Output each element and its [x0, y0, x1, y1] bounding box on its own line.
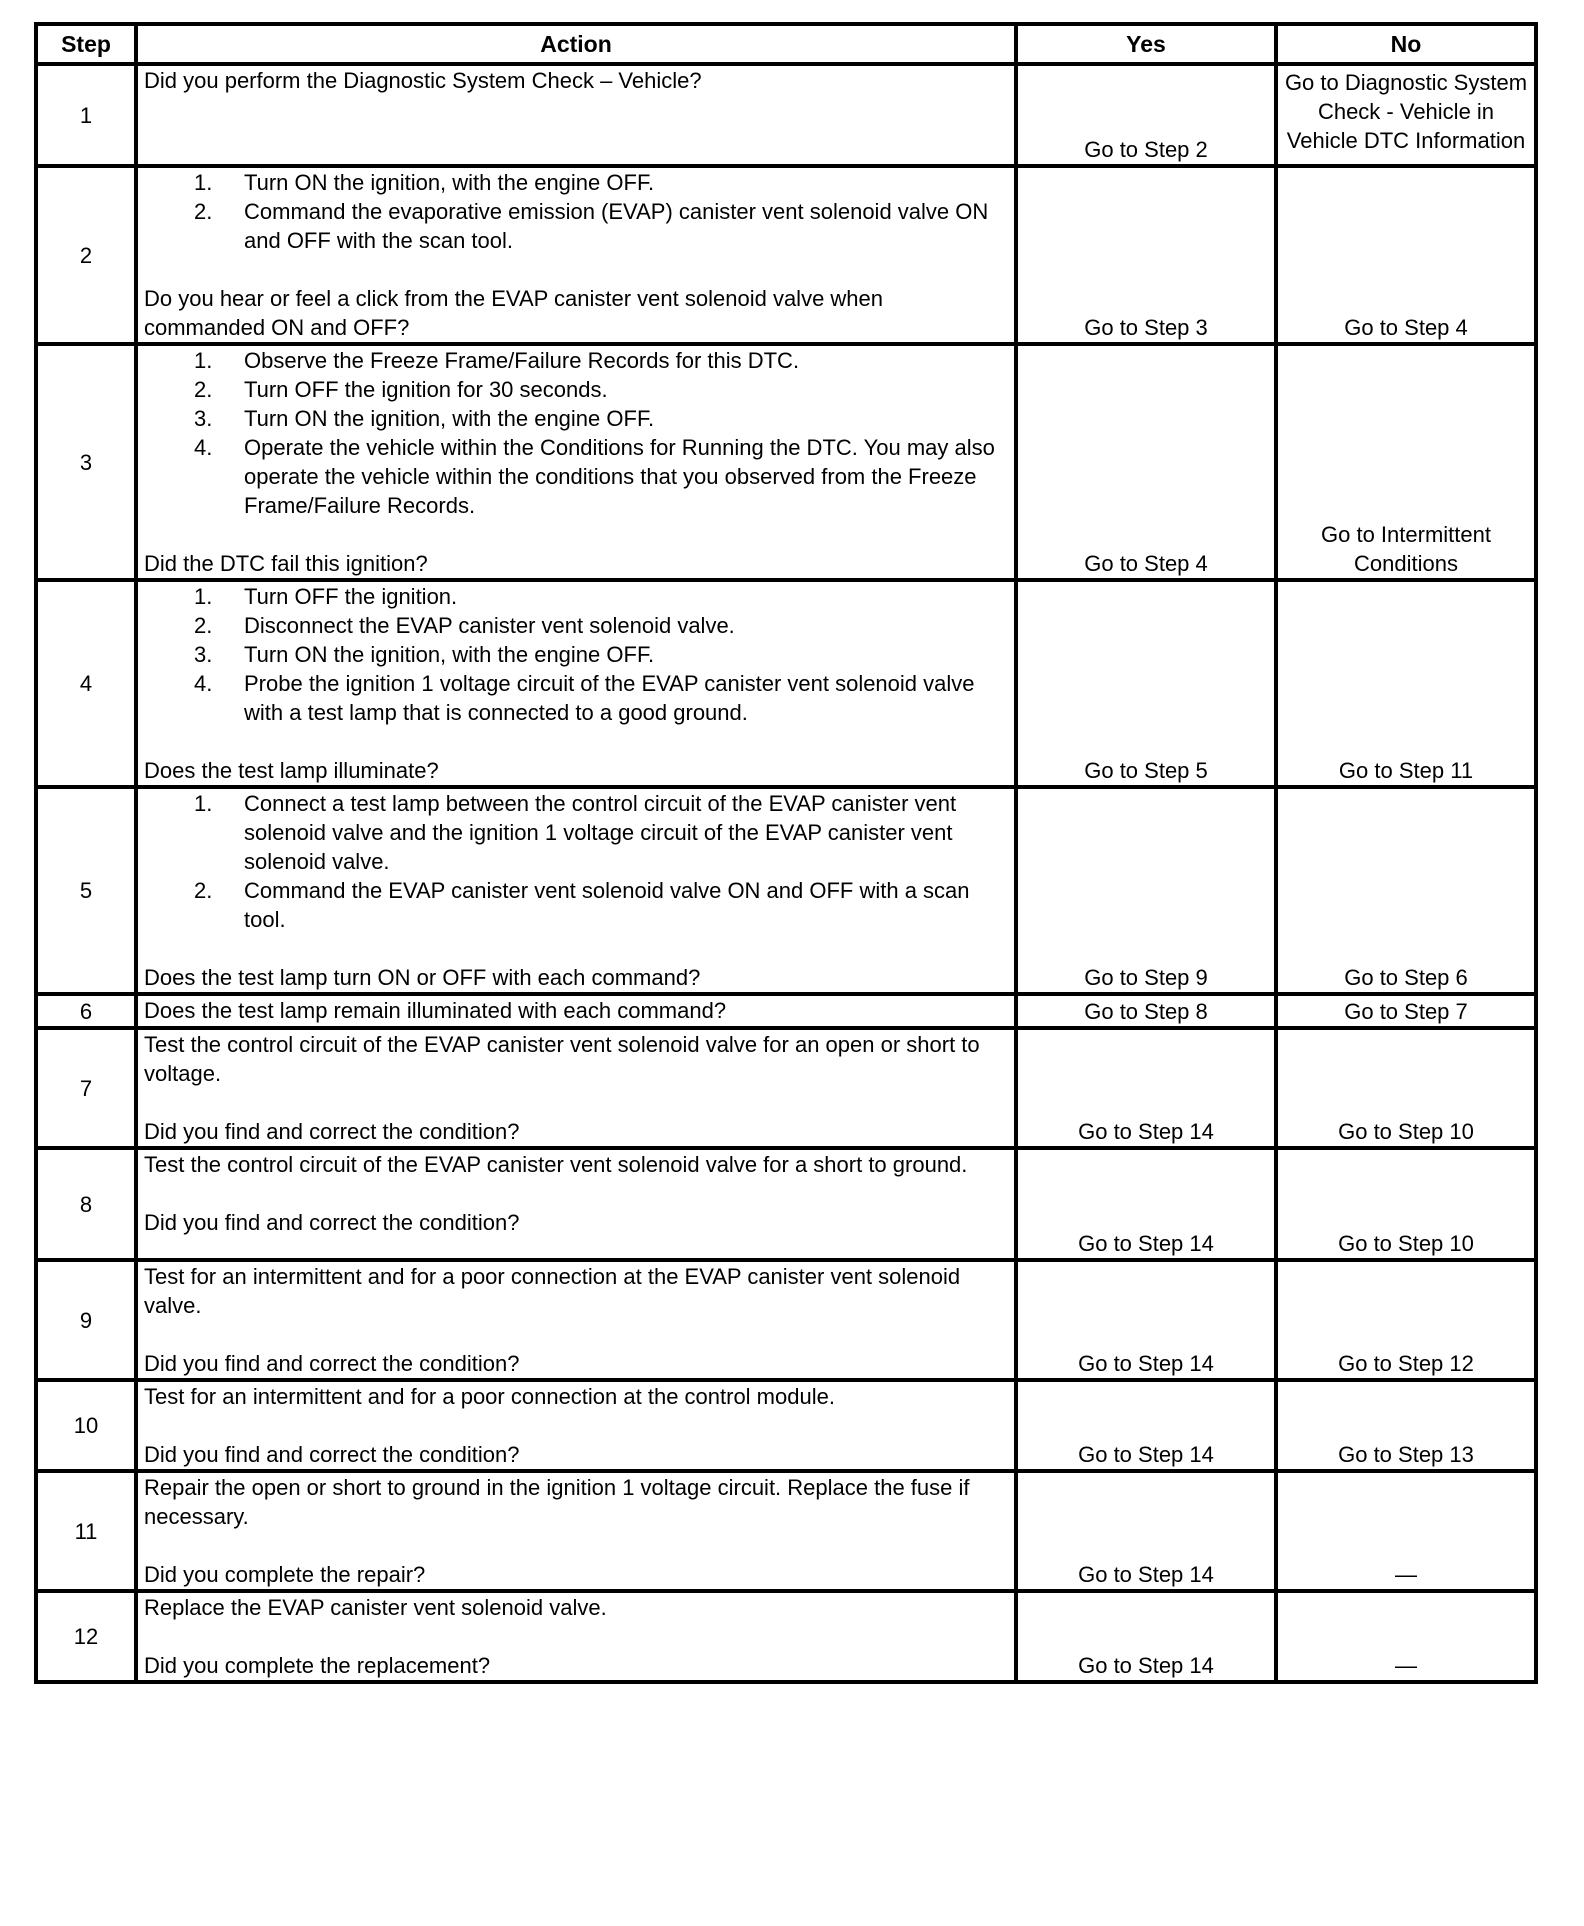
list-item	[144, 168, 1008, 197]
table-body	[36, 64, 1536, 1682]
no-result: Go to Step 12	[1276, 1260, 1536, 1380]
action-cell	[136, 1028, 1016, 1148]
no-result: —	[1276, 1471, 1536, 1591]
diagnostic-table	[34, 22, 1538, 1684]
yes-result: Go to Step 9	[1016, 787, 1276, 994]
yes-result: Go to Step 3	[1016, 166, 1276, 344]
action-instruction: Test the control circuit of the EVAP canister vent solenoid valve for an open or short to voltage.	[144, 1032, 980, 1086]
step-number: 10	[36, 1380, 136, 1471]
header-row	[36, 24, 1536, 64]
header-step: Step	[36, 24, 136, 64]
substep-number: 2.	[194, 199, 213, 224]
step-number: 6	[36, 994, 136, 1028]
yes-result: Go to Step 2	[1016, 64, 1276, 166]
substep-number: 4.	[194, 671, 213, 696]
no-result: Go to Step 7	[1276, 994, 1536, 1028]
yes-result: Go to Step 14	[1016, 1591, 1276, 1682]
action-instruction: Replace the EVAP canister vent solenoid valve.	[144, 1595, 607, 1620]
substep-text: Disconnect the EVAP canister vent solenoid valve.	[244, 613, 735, 638]
action-cell	[136, 1380, 1016, 1471]
substep-text: Turn ON the ignition, with the engine OFF.	[244, 170, 655, 195]
substep-text: Observe the Freeze Frame/Failure Records for this DTC.	[244, 348, 800, 373]
header-no: No	[1276, 24, 1536, 64]
list-item	[144, 669, 1008, 727]
step-number: 12	[36, 1591, 136, 1682]
action-question: Does the test lamp illuminate?	[144, 758, 439, 783]
action-cell	[136, 580, 1016, 787]
action-question: Did you find and correct the condition?	[144, 1351, 520, 1376]
action-instruction: Test for an intermittent and for a poor connection at the EVAP canister vent solenoid valve.	[144, 1264, 961, 1318]
no-result: Go to Intermittent Conditions	[1276, 344, 1536, 580]
list-item	[144, 433, 1008, 520]
substep-list	[144, 789, 1008, 934]
step-number: 5	[36, 787, 136, 994]
action-cell	[136, 1591, 1016, 1682]
step-number: 11	[36, 1471, 136, 1591]
action-cell	[136, 166, 1016, 344]
substep-list	[144, 168, 1008, 255]
substep-number: 3.	[194, 406, 213, 431]
action-cell	[136, 1148, 1016, 1260]
substep-number: 1.	[194, 584, 213, 609]
substep-number: 2.	[194, 878, 213, 903]
no-result: Go to Step 10	[1276, 1148, 1536, 1260]
yes-result: Go to Step 14	[1016, 1380, 1276, 1471]
header-action: Action	[136, 24, 1016, 64]
yes-result: Go to Step 5	[1016, 580, 1276, 787]
substep-number: 4.	[194, 435, 213, 460]
substep-number: 1.	[194, 170, 213, 195]
list-item	[144, 375, 1008, 404]
action-question: Does the test lamp turn ON or OFF with each command?	[144, 965, 701, 990]
step-number: 7	[36, 1028, 136, 1148]
list-item	[144, 611, 1008, 640]
action-question: Did you find and correct the condition?	[144, 1210, 520, 1235]
table-row	[36, 64, 1536, 166]
action-question: Did you perform the Diagnostic System Check – Vehicle?	[144, 68, 702, 93]
table-row	[36, 344, 1536, 580]
substep-number: 3.	[194, 642, 213, 667]
list-item	[144, 346, 1008, 375]
step-number: 8	[36, 1148, 136, 1260]
no-result: Go to Step 13	[1276, 1380, 1536, 1471]
action-cell	[136, 64, 1016, 166]
table-row	[36, 1591, 1536, 1682]
substep-text: Turn ON the ignition, with the engine OFF.	[244, 642, 655, 667]
substep-list	[144, 582, 1008, 727]
yes-result: Go to Step 8	[1016, 994, 1276, 1028]
action-cell	[136, 994, 1016, 1028]
action-instruction: Test the control circuit of the EVAP canister vent solenoid valve for a short to ground.	[144, 1152, 968, 1177]
table-row	[36, 1471, 1536, 1591]
action-question: Did you find and correct the condition?	[144, 1119, 520, 1144]
list-item	[144, 582, 1008, 611]
yes-result: Go to Step 14	[1016, 1260, 1276, 1380]
substep-number: 2.	[194, 613, 213, 638]
table-row	[36, 1380, 1536, 1471]
table-row	[36, 1148, 1536, 1260]
step-number: 1	[36, 64, 136, 166]
step-number: 3	[36, 344, 136, 580]
action-cell	[136, 1471, 1016, 1591]
no-result: —	[1276, 1591, 1536, 1682]
action-question: Does the test lamp remain illuminated with each command?	[144, 998, 727, 1023]
header-yes: Yes	[1016, 24, 1276, 64]
action-question: Did you complete the replacement?	[144, 1653, 491, 1678]
yes-result: Go to Step 14	[1016, 1471, 1276, 1591]
table-row	[36, 580, 1536, 787]
list-item	[144, 404, 1008, 433]
substep-text: Command the EVAP canister vent solenoid valve ON and OFF with a scan tool.	[244, 878, 970, 932]
substep-number: 1.	[194, 791, 213, 816]
no-result: Go to Step 10	[1276, 1028, 1536, 1148]
action-cell	[136, 787, 1016, 994]
step-number: 9	[36, 1260, 136, 1380]
substep-text: Turn OFF the ignition.	[244, 584, 458, 609]
table-row	[36, 1260, 1536, 1380]
action-cell	[136, 1260, 1016, 1380]
yes-result: Go to Step 14	[1016, 1148, 1276, 1260]
table-row	[36, 994, 1536, 1028]
action-question: Did you complete the repair?	[144, 1562, 426, 1587]
table-row	[36, 1028, 1536, 1148]
step-number: 4	[36, 580, 136, 787]
substep-text: Operate the vehicle within the Conditions for Running the DTC. You may also operate the vehicle within the conditions that you observed from the Freeze Frame/Failure Records.	[244, 435, 995, 518]
action-instruction: Test for an intermittent and for a poor connection at the control module.	[144, 1384, 835, 1409]
yes-result: Go to Step 14	[1016, 1028, 1276, 1148]
substep-text: Command the evaporative emission (EVAP) canister vent solenoid valve ON and OFF with the scan tool.	[244, 199, 989, 253]
substep-list	[144, 346, 1008, 520]
yes-result: Go to Step 4	[1016, 344, 1276, 580]
list-item	[144, 640, 1008, 669]
action-instruction: Repair the open or short to ground in the ignition 1 voltage circuit. Replace the fuse if necessary.	[144, 1475, 970, 1529]
substep-text: Turn OFF the ignition for 30 seconds.	[244, 377, 608, 402]
action-question: Do you hear or feel a click from the EVAP canister vent solenoid valve when commanded ON and OFF?	[144, 286, 884, 340]
substep-text: Connect a test lamp between the control circuit of the EVAP canister vent solenoid valve and the ignition 1 voltage circuit of the EVAP canister vent solenoid valve.	[244, 791, 957, 874]
no-result: Go to Step 11	[1276, 580, 1536, 787]
action-question: Did you find and correct the condition?	[144, 1442, 520, 1467]
action-cell	[136, 344, 1016, 580]
substep-text: Turn ON the ignition, with the engine OFF.	[244, 406, 655, 431]
table-row	[36, 166, 1536, 344]
substep-number: 1.	[194, 348, 213, 373]
list-item	[144, 876, 1008, 934]
no-result: Go to Step 6	[1276, 787, 1536, 994]
action-question: Did the DTC fail this ignition?	[144, 551, 428, 576]
list-item	[144, 197, 1008, 255]
substep-number: 2.	[194, 377, 213, 402]
table-row	[36, 787, 1536, 994]
step-number: 2	[36, 166, 136, 344]
substep-text: Probe the ignition 1 voltage circuit of the EVAP canister vent solenoid valve with a test lamp that is connected to a good ground.	[244, 671, 975, 725]
no-result: Go to Diagnostic System Check - Vehicle in Vehicle DTC Information	[1276, 64, 1536, 166]
list-item	[144, 789, 1008, 876]
no-result: Go to Step 4	[1276, 166, 1536, 344]
